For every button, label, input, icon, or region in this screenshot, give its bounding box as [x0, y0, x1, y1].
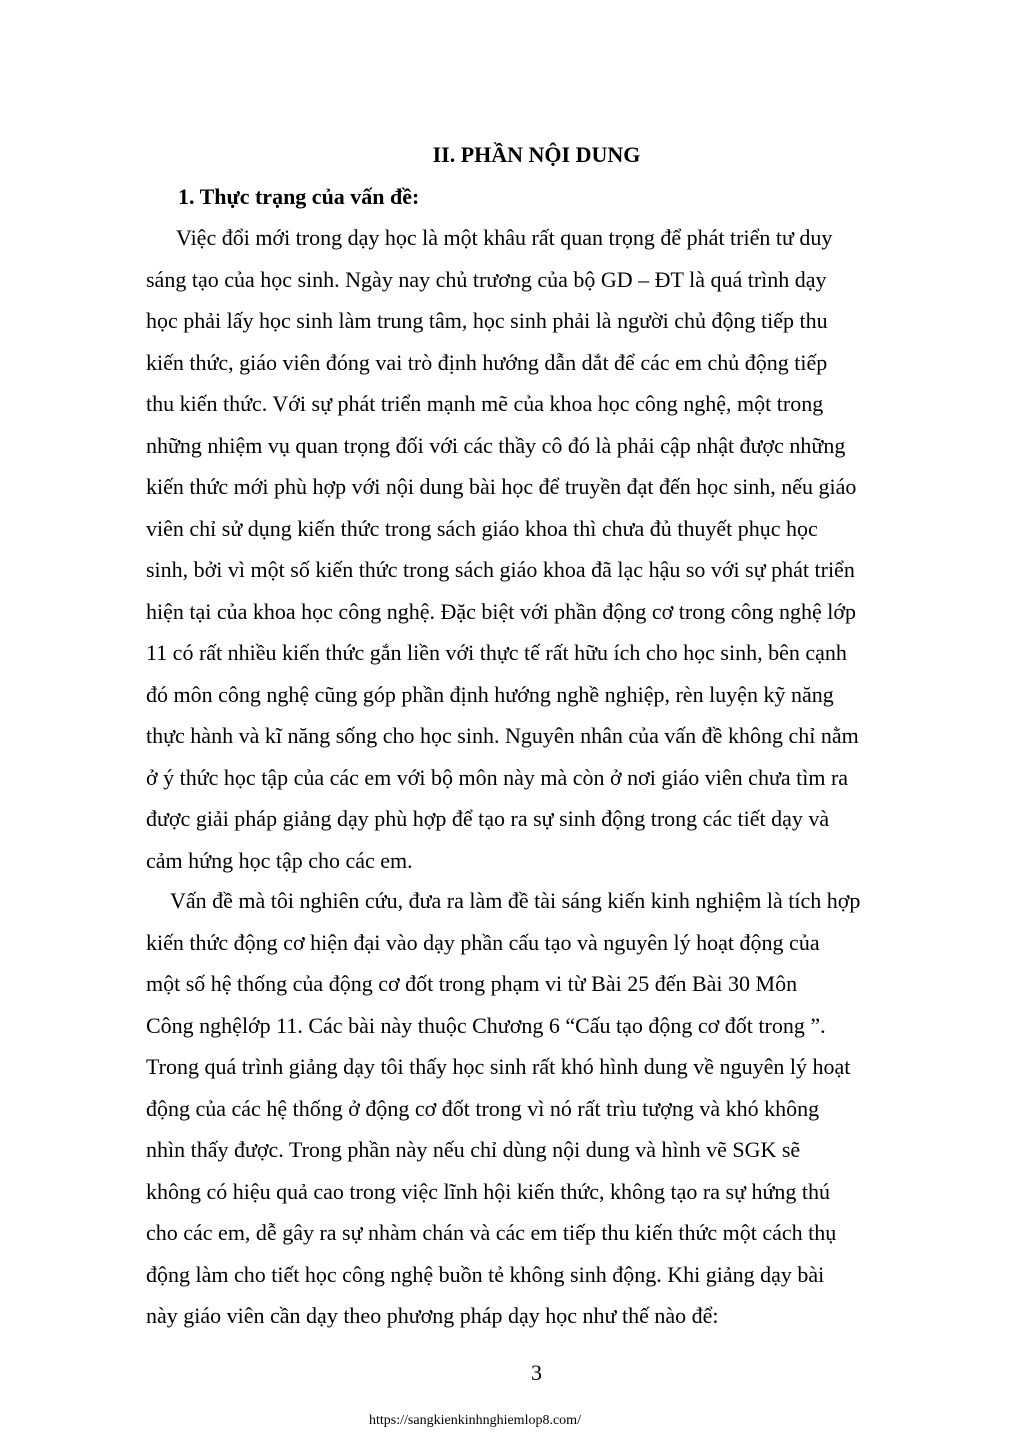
page-number: 3 — [531, 1360, 542, 1385]
paragraph-line: học phải lấy học sinh làm trung tâm, học sinh phải là người chủ động tiếp thu — [146, 308, 828, 333]
paragraph-2 — [146, 880, 936, 1337]
paragraph-line: động làm cho tiết học công nghệ buồn tẻ không sinh động. Khi giảng dạy bài — [146, 1261, 825, 1287]
paragraph-line: kiến thức, giáo viên đóng vai trò định hướng dẫn dắt để các em chủ động tiếp — [146, 349, 828, 375]
paragraph-line: được giải pháp giảng dạy phù hợp để tạo ra sự sinh động trong các tiết dạy và — [146, 806, 830, 831]
paragraph-line: một số hệ thống của động cơ đốt trong phạm vi từ Bài 25 đến Bài 30 Môn — [146, 971, 798, 996]
section-title: II. PHẦN NỘI DUNG — [432, 142, 641, 167]
paragraph-line: Vấn đề mà tôi nghiên cứu, đưa ra làm đề tài sáng kiến kinh nghiệm là tích hợp — [170, 888, 861, 913]
paragraph-line: sinh, bởi vì một số kiến thức trong sách giáo khoa đã lạc hậu so với sự phát triển — [146, 557, 855, 582]
paragraph-line: kiến thức động cơ hiện đại vào dạy phần cấu tạo và nguyên lý hoạt động của — [146, 929, 820, 955]
paragraph-line: Công nghệlớp 11. Các bài này thuộc Chương 6 “Cấu tạo động cơ đốt trong ”. — [146, 1012, 826, 1038]
paragraph-line: động của các hệ thống ở động cơ đốt trong vì nó rất trìu tượng và khó không — [146, 1095, 820, 1121]
paragraph-line: kiến thức mới phù hợp với nội dung bài học để truyền đạt đến học sinh, nếu giáo — [146, 474, 857, 499]
paragraph-line: đó môn công nghệ cũng góp phần định hướng nghề nghiệp, rèn luyện kỹ năng — [146, 681, 834, 707]
paragraph-line: 11 có rất nhiều kiến thức gắn liền với thực tế rất hữu ích cho học sinh, bên cạnh — [146, 640, 847, 665]
paragraph-line: hiện tại của khoa học công nghệ. Đặc biệt với phần động cơ trong công nghệ lớp — [146, 598, 856, 624]
paragraph-line: không có hiệu quả cao trong việc lĩnh hội kiến thức, không tạo ra sự hứng thú — [146, 1178, 831, 1204]
paragraph-line: thực hành và kĩ năng sống cho học sinh. Nguyên nhân của vấn đề không chỉ nằm — [146, 723, 859, 748]
footer-url[interactable]: https://sangkienkinhnghiemlop8.com/ — [369, 1413, 581, 1428]
paragraph-line: cho các em, dễ gây ra sự nhàm chán và các em tiếp thu kiến thức một cách thụ — [146, 1220, 837, 1245]
paragraph-line: Việc đổi mới trong dạy học là một khâu rất quan trọng để phát triển tư duy — [176, 225, 833, 250]
paragraph-1 — [146, 217, 936, 881]
paragraph-line: thu kiến thức. Với sự phát triển mạnh mẽ của khoa học công nghệ, một trong — [146, 391, 824, 416]
subsection-title: 1. Thực trạng của vấn đề: — [178, 184, 420, 209]
paragraph-line: Trong quá trình giảng dạy tôi thấy học sinh rất khó hình dung về nguyên lý hoạt — [146, 1054, 851, 1079]
paragraph-line: sáng tạo của học sinh. Ngày nay chủ trương của bộ GD – ĐT là quá trình dạy — [146, 266, 827, 292]
paragraph-line: viên chỉ sử dụng kiến thức trong sách giáo khoa thì chưa đủ thuyết phục học — [146, 515, 818, 541]
paragraph-line: những nhiệm vụ quan trọng đối với các thầy cô đó là phải cập nhật được những — [146, 432, 846, 458]
paragraph-line: này giáo viên cần dạy theo phương pháp dạy học như thế nào để: — [146, 1303, 719, 1328]
paragraph-line: cảm hứng học tập cho các em. — [146, 847, 413, 873]
paragraph-line: nhìn thấy được. Trong phần này nếu chỉ dùng nội dung và hình vẽ SGK sẽ — [146, 1137, 801, 1162]
paragraph-line: ở ý thức học tập của các em với bộ môn này mà còn ở nơi giáo viên chưa tìm ra — [146, 764, 849, 790]
